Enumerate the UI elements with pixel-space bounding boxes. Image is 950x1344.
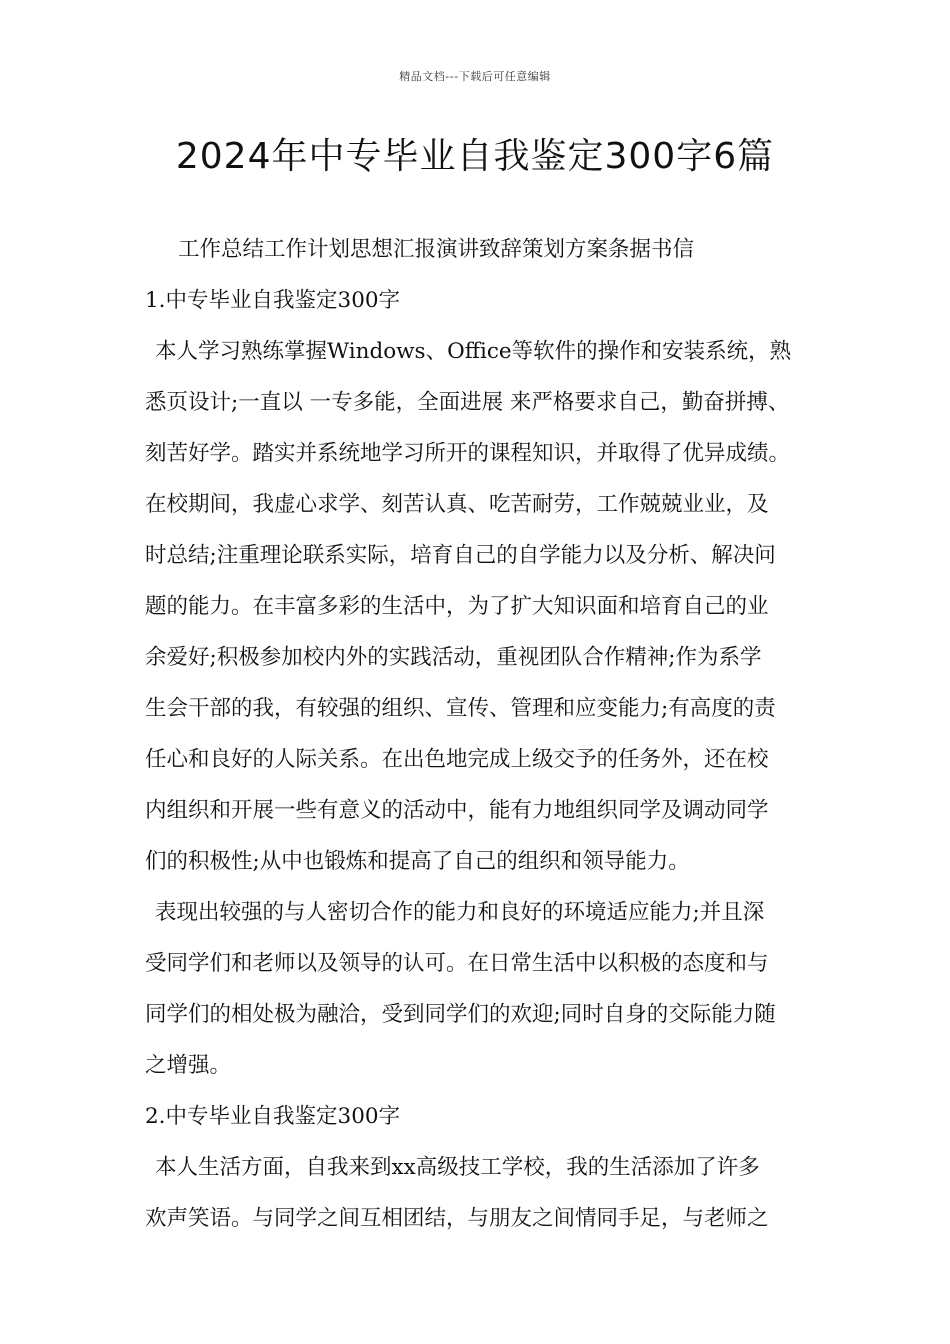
- document-title: 2024年中专毕业自我鉴定300字6篇: [175, 136, 775, 177]
- paragraph-line: 时总结;注重理论联系实际，培育自己的自学能力以及分析、解决问: [145, 543, 776, 568]
- paragraph-line: 题的能力。在丰富多彩的生活中，为了扩大知识面和培育自己的业: [145, 594, 769, 619]
- category-tags-line: 工作总结工作计划思想汇报演讲致辞策划方案条据书信: [178, 237, 695, 262]
- paragraph-line: 内组织和开展一些有意义的活动中，能有力地组织同学及调动同学: [145, 798, 769, 823]
- paragraph-line: 生会干部的我，有较强的组织、宣传、管理和应变能力;有高度的责: [145, 696, 776, 721]
- document-body: [145, 231, 817, 1251]
- paragraph-line: 余爱好;积极参加校内外的实践活动，重视团队合作精神;作为系学: [145, 645, 762, 670]
- paragraph-line: 在校期间，我虚心求学、刻苦认真、吃苦耐劳，工作兢兢业业，及: [145, 492, 769, 517]
- paragraph-line: 同学们的相处极为融洽，受到同学们的欢迎;同时自身的交际能力随: [145, 1002, 776, 1027]
- header-note: 精品文档---下载后可任意编辑: [399, 70, 551, 83]
- paragraph-line: 刻苦好学。踏实并系统地学习所开的课程知识，并取得了优异成绩。: [145, 441, 791, 466]
- section-heading-1: 1.中专毕业自我鉴定300字: [145, 288, 401, 313]
- paragraph-line: 本人学习熟练掌握Windows、Office等软件的操作和安装系统，熟: [155, 339, 792, 364]
- paragraph-line: 任心和良好的人际关系。在出色地完成上级交予的任务外，还在校: [145, 747, 769, 772]
- section-heading-2: 2.中专毕业自我鉴定300字: [145, 1104, 401, 1129]
- paragraph-line: 欢声笑语。与同学之间互相团结，与朋友之间情同手足，与老师之: [145, 1206, 769, 1231]
- paragraph-line: 悉页设计;一直以 一专多能，全面进展 来严格要求自己，勤奋拼搏、: [145, 390, 790, 415]
- paragraph-line: 之增强。: [145, 1053, 232, 1078]
- paragraph-line: 受同学们和老师以及领导的认可。在日常生活中以积极的态度和与: [145, 951, 769, 976]
- paragraph-line: 本人生活方面，自我来到xx高级技工学校，我的生活添加了许多: [155, 1155, 760, 1180]
- paragraph-line: 表现出较强的与人密切合作的能力和良好的环境适应能力;并且深: [155, 900, 765, 925]
- paragraph-line: 们的积极性;从中也锻炼和提高了自己的组织和领导能力。: [145, 849, 690, 874]
